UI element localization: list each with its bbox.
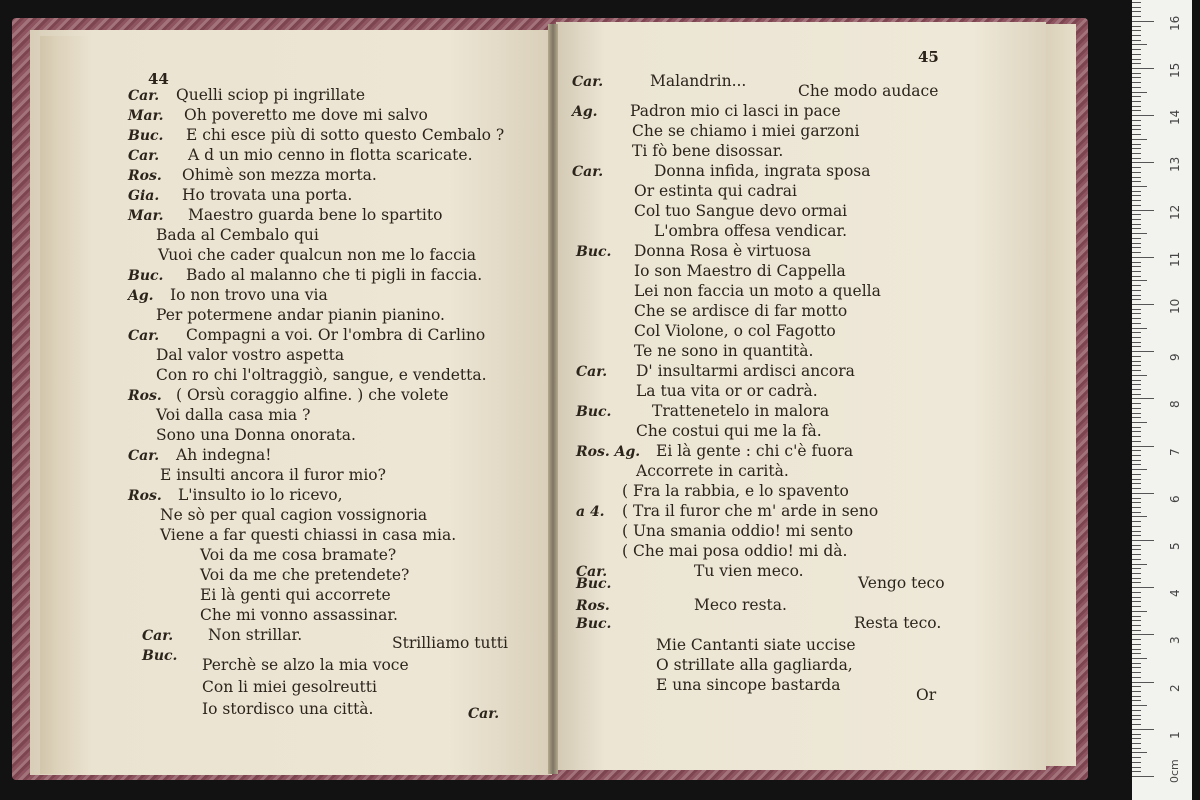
- right-verse-line: Padron mio ci lasci in pace: [630, 102, 841, 120]
- ruler-tick: [1132, 512, 1141, 513]
- ruler-number: 14: [1168, 109, 1182, 126]
- right-verse-line: Io son Maestro di Cappella: [634, 262, 846, 280]
- ruler-tick: [1132, 653, 1141, 654]
- ruler-tick: [1132, 620, 1141, 621]
- ruler-tick: [1132, 233, 1147, 234]
- left-verse-line: Voi da me che pretendete?: [200, 566, 410, 584]
- ruler-number: 6: [1168, 495, 1182, 503]
- ruler-tick: [1132, 129, 1141, 130]
- right-verse-line: ( Tra il furor che m' arde in seno: [622, 502, 879, 520]
- left-verse-line: Compagni a voi. Or l'ombra di Carlino: [186, 326, 486, 344]
- ruler-tick: [1132, 280, 1147, 281]
- left-verse-line: Bado al malanno che ti pigli in faccia.: [186, 266, 483, 284]
- ruler-tick: [1132, 436, 1141, 437]
- right-speaker-label: Buc.: [576, 576, 612, 592]
- right-verse-line: D' insultarmi ardisci ancora: [636, 362, 855, 380]
- ruler-tick: [1132, 228, 1141, 229]
- left-verse-line: Che mi vonno assassinar.: [200, 606, 398, 624]
- ruler-tick: [1132, 219, 1141, 220]
- measuring-ruler: [1132, 0, 1192, 800]
- ruler-tick: [1132, 243, 1141, 244]
- right-verse-line: Meco resta.: [694, 596, 787, 614]
- ruler-tick: [1132, 441, 1141, 442]
- ruler-tick: [1132, 710, 1141, 711]
- ruler-number: 7: [1168, 447, 1182, 456]
- ruler-tick: [1132, 144, 1141, 145]
- right-verse-line: Mie Cantanti siate uccise: [656, 636, 856, 654]
- ruler-tick: [1132, 748, 1141, 749]
- ruler-tick: [1132, 649, 1141, 650]
- ruler-tick: [1132, 587, 1154, 588]
- ruler-tick: [1132, 422, 1147, 423]
- right-page: [556, 22, 1046, 770]
- ruler-tick: [1132, 40, 1141, 41]
- ruler-tick: [1132, 361, 1141, 362]
- ruler-number: 11: [1168, 251, 1182, 267]
- left-speaker-label: Ros.: [128, 388, 162, 404]
- left-speaker-label: Ros.: [128, 168, 162, 184]
- right-verse-line: Tu vien meco.: [694, 562, 804, 580]
- ruler-tick: [1132, 601, 1141, 602]
- ruler-tick: [1132, 573, 1141, 574]
- ruler-tick: [1132, 92, 1147, 93]
- ruler-tick: [1132, 582, 1141, 583]
- ruler-tick: [1132, 498, 1141, 499]
- ruler-tick: [1132, 696, 1141, 697]
- left-verse-line: L'insulto io lo ricevo,: [178, 486, 343, 504]
- ruler-tick: [1132, 488, 1141, 489]
- ruler-tick: [1132, 526, 1141, 527]
- ruler-tick: [1132, 299, 1141, 300]
- ruler-number: 9: [1168, 353, 1182, 362]
- ruler-tick: [1132, 667, 1141, 668]
- left-verse-line: Quelli sciop pi ingrillate: [176, 86, 366, 104]
- ruler-tick: [1132, 715, 1141, 716]
- ruler-tick: [1132, 370, 1141, 371]
- ruler-tick: [1132, 389, 1141, 390]
- ruler-tick: [1132, 247, 1141, 248]
- ruler-tick: [1132, 521, 1141, 522]
- ruler-tick: [1132, 68, 1154, 69]
- left-verse-line: Sono una Donna onorata.: [156, 426, 356, 444]
- ruler-tick: [1132, 450, 1141, 451]
- ruler-tick: [1132, 705, 1147, 706]
- ruler-tick: [1132, 35, 1141, 36]
- ruler-number: 12: [1168, 204, 1182, 220]
- left-verse-line: Ne sò per qual cagion vossignoria: [160, 506, 428, 524]
- ruler-tick: [1132, 26, 1141, 27]
- ruler-tick: [1132, 101, 1141, 102]
- right-verse-line: Col tuo Sangue devo ormai: [634, 202, 848, 220]
- ruler-tick: [1132, 44, 1147, 45]
- ruler-number: 4: [1168, 589, 1182, 598]
- ruler-tick: [1132, 238, 1141, 239]
- ruler-tick: [1132, 757, 1141, 758]
- ruler-tick: [1132, 96, 1141, 97]
- right-verse-line: Col Violone, o col Fagotto: [634, 322, 836, 340]
- ruler-tick: [1132, 446, 1154, 447]
- ruler-tick: [1132, 540, 1154, 541]
- ruler-tick: [1132, 398, 1154, 399]
- left-verse-line: Con ro chi l'oltraggiò, sangue, e vendetta.: [156, 366, 487, 384]
- ruler-tick: [1132, 148, 1141, 149]
- ruler-tick: [1132, 479, 1141, 480]
- right-verse-line: Che costui qui me la fà.: [636, 422, 822, 440]
- ruler-tick: [1132, 158, 1141, 159]
- ruler-tick: [1132, 380, 1141, 381]
- left-page-edge: [40, 36, 88, 774]
- ruler-tick: [1132, 304, 1154, 305]
- ruler-tick: [1132, 271, 1141, 272]
- ruler-tick: [1132, 677, 1141, 678]
- ruler-tick: [1132, 191, 1141, 192]
- left-verse-line: Strilliamo tutti: [392, 634, 508, 652]
- ruler-tick: [1132, 564, 1147, 565]
- left-verse-line: Perchè se alzo la mia voce: [202, 656, 409, 674]
- ruler-tick: [1132, 295, 1141, 296]
- ruler-tick: [1132, 719, 1141, 720]
- ruler-tick: [1132, 167, 1141, 168]
- left-verse-line: Ho trovata una porta.: [182, 186, 353, 204]
- ruler-tick: [1132, 59, 1141, 60]
- ruler-tick: [1132, 77, 1141, 78]
- ruler-tick: [1132, 290, 1141, 291]
- ruler-tick: [1132, 210, 1154, 211]
- ruler-tick: [1132, 427, 1141, 428]
- right-verse-line: Vengo teco: [858, 574, 945, 592]
- ruler-tick: [1132, 87, 1141, 88]
- right-verse-line: Lei non faccia un moto a quella: [634, 282, 881, 300]
- ruler-tick: [1132, 417, 1141, 418]
- ruler-tick: [1132, 658, 1147, 659]
- right-speaker-label: Buc.: [576, 616, 612, 632]
- right-speaker-label: Car.: [572, 74, 604, 90]
- right-page-number: 45: [918, 48, 939, 66]
- ruler-tick: [1132, 729, 1154, 730]
- ruler-tick: [1132, 464, 1141, 465]
- ruler-tick: [1132, 394, 1141, 395]
- ruler-tick: [1132, 531, 1141, 532]
- left-verse-line: Bada al Cembalo qui: [156, 226, 319, 244]
- left-verse-line: Io stordisco una città.: [202, 700, 374, 718]
- ruler-tick: [1132, 752, 1147, 753]
- ruler-tick: [1132, 663, 1141, 664]
- left-speaker-label: Gia.: [128, 188, 160, 204]
- ruler-tick: [1132, 691, 1141, 692]
- ruler-tick: [1132, 110, 1141, 111]
- ruler-tick: [1132, 276, 1141, 277]
- left-speaker-label: Car.: [128, 88, 160, 104]
- ruler-tick: [1132, 346, 1141, 347]
- ruler-tick: [1132, 332, 1141, 333]
- left-speaker-label: Mar.: [128, 208, 164, 224]
- ruler-tick: [1132, 153, 1141, 154]
- left-verse-line: Con li miei gesolreutti: [202, 678, 377, 696]
- ruler-tick: [1132, 549, 1141, 550]
- right-verse-line: Che modo audace: [798, 82, 939, 100]
- right-verse-line: Donna Rosa è virtuosa: [634, 242, 811, 260]
- right-verse-line: Accorrete in carità.: [636, 462, 789, 480]
- ruler-tick: [1132, 63, 1141, 64]
- right-verse-line: Che se ardisce di far motto: [634, 302, 848, 320]
- ruler-tick: [1132, 342, 1141, 343]
- right-verse-line: La tua vita or or cadrà.: [636, 382, 818, 400]
- left-verse-line: Viene a far questi chiassi in casa mia.: [160, 526, 457, 544]
- right-verse-line: ( Che mai posa oddio! mi dà.: [622, 542, 848, 560]
- ruler-tick: [1132, 384, 1141, 385]
- ruler-tick: [1132, 365, 1141, 366]
- ruler-tick: [1132, 634, 1154, 635]
- ruler-tick: [1132, 516, 1147, 517]
- left-verse-line: Ah indegna!: [176, 446, 272, 464]
- ruler-tick: [1132, 266, 1141, 267]
- ruler-number: 15: [1168, 62, 1182, 78]
- right-speaker-label: Ag.: [572, 104, 598, 120]
- ruler-number: 2: [1168, 683, 1182, 692]
- ruler-tick: [1132, 177, 1141, 178]
- ruler-tick: [1132, 21, 1154, 22]
- ruler-tick: [1132, 16, 1141, 17]
- right-verse-line: Malandrin...: [650, 72, 747, 90]
- right-verse-line: Che se chiamo i miei garzoni: [632, 122, 860, 140]
- right-speaker-label: Buc.: [576, 404, 612, 420]
- left-verse-line: Vuoi che cader qualcun non me lo faccia: [158, 246, 476, 264]
- ruler-tick: [1132, 106, 1141, 107]
- right-verse-line: Donna infida, ingrata sposa: [654, 162, 871, 180]
- left-catchword: Car.: [468, 706, 500, 722]
- ruler-tick: [1132, 493, 1154, 494]
- ruler-tick: [1132, 125, 1141, 126]
- book-gutter: [548, 24, 558, 774]
- ruler-tick: [1132, 408, 1141, 409]
- ruler-number: 1: [1168, 731, 1182, 739]
- ruler-tick: [1132, 186, 1147, 187]
- right-verse-line: E una sincope bastarda: [656, 676, 841, 694]
- ruler-tick: [1132, 172, 1141, 173]
- ruler-tick: [1132, 323, 1141, 324]
- ruler-tick: [1132, 686, 1141, 687]
- ruler-tick: [1132, 611, 1147, 612]
- ruler-tick: [1132, 559, 1141, 560]
- right-verse-line: O strillate alla gagliarda,: [656, 656, 853, 674]
- ruler-tick: [1132, 592, 1141, 593]
- ruler-tick: [1132, 200, 1141, 201]
- ruler-tick: [1132, 214, 1141, 215]
- ruler-tick: [1132, 474, 1141, 475]
- ruler-tick: [1132, 762, 1141, 763]
- ruler-tick: [1132, 568, 1141, 569]
- right-verse-line: Te ne sono in quantità.: [634, 342, 814, 360]
- right-speaker-label: a 4.: [576, 504, 605, 520]
- left-verse-line: Oh poveretto me dove mi salvo: [184, 106, 428, 124]
- ruler-tick: [1132, 682, 1154, 683]
- ruler-tick: [1132, 313, 1141, 314]
- ruler-tick: [1132, 738, 1141, 739]
- ruler-tick: [1132, 776, 1154, 777]
- ruler-tick: [1132, 30, 1141, 31]
- ruler-tick: [1132, 181, 1141, 182]
- ruler-tick: [1132, 734, 1141, 735]
- ruler-tick: [1132, 257, 1154, 258]
- ruler-tick: [1132, 469, 1147, 470]
- ruler-tick: [1132, 318, 1141, 319]
- right-verse-line: Ti fò bene disossar.: [632, 142, 784, 160]
- ruler-tick: [1132, 413, 1141, 414]
- ruler-tick: [1132, 224, 1141, 225]
- right-verse-line: Resta teco.: [854, 614, 942, 632]
- ruler-number: 13: [1168, 157, 1182, 173]
- ruler-tick: [1132, 356, 1141, 357]
- ruler-tick: [1132, 630, 1141, 631]
- ruler-tick: [1132, 11, 1141, 12]
- ruler-tick: [1132, 616, 1141, 617]
- ruler-tick: [1132, 578, 1141, 579]
- right-verse-line: Or estinta qui cadrai: [634, 182, 797, 200]
- ruler-number: 8: [1168, 400, 1182, 409]
- ruler-tick: [1132, 139, 1147, 140]
- left-verse-line: Non strillar.: [208, 626, 303, 644]
- ruler-tick: [1132, 328, 1147, 329]
- right-verse-line: Trattenetelo in malora: [652, 402, 830, 420]
- left-page: [30, 30, 552, 775]
- ruler-tick: [1132, 455, 1141, 456]
- right-verse-line: Ei là gente : chi c'è fuora: [656, 442, 854, 460]
- ruler-tick: [1132, 502, 1141, 503]
- ruler-tick: [1132, 625, 1141, 626]
- left-verse-line: Dal valor vostro aspetta: [156, 346, 345, 364]
- left-verse-line: Per potermene andar pianin pianino.: [156, 306, 445, 324]
- left-verse-line: A d un mio cenno in flotta scaricate.: [188, 146, 473, 164]
- ruler-tick: [1132, 767, 1141, 768]
- ruler-tick: [1132, 49, 1141, 50]
- left-verse-line: Voi da me cosa bramate?: [200, 546, 397, 564]
- ruler-tick: [1132, 724, 1141, 725]
- left-verse-line: E insulti ancora il furor mio?: [160, 466, 386, 484]
- ruler-tick: [1132, 162, 1154, 163]
- ruler-tick: [1132, 606, 1141, 607]
- ruler-tick: [1132, 644, 1141, 645]
- left-speaker-label: Buc.: [142, 648, 178, 664]
- ruler-tick: [1132, 134, 1141, 135]
- ruler-tick: [1132, 460, 1141, 461]
- ruler-number: 16: [1168, 15, 1182, 31]
- left-verse-line: Io non trovo una via: [170, 286, 328, 304]
- ruler-tick: [1132, 771, 1141, 772]
- ruler-tick: [1132, 252, 1141, 253]
- ruler-tick: [1132, 73, 1141, 74]
- right-speaker-label: Car.: [576, 364, 608, 380]
- ruler-tick: [1132, 554, 1141, 555]
- left-verse-line: E chi esce più di sotto questo Cembalo ?: [186, 126, 505, 144]
- ruler-tick: [1132, 431, 1141, 432]
- left-speaker-label: Car.: [128, 328, 160, 344]
- right-verse-line: ( Fra la rabbia, e lo spavento: [622, 482, 849, 500]
- ruler-number: 10: [1168, 298, 1182, 314]
- left-speaker-label: Buc.: [128, 268, 164, 284]
- ruler-tick: [1132, 82, 1141, 83]
- right-speaker-label: Ros.: [576, 598, 610, 614]
- left-speaker-label: Car.: [128, 448, 160, 464]
- ruler-tick: [1132, 337, 1141, 338]
- ruler-number: 3: [1168, 636, 1182, 645]
- ruler-tick: [1132, 483, 1141, 484]
- ruler-tick: [1132, 672, 1141, 673]
- ruler-tick: [1132, 115, 1154, 116]
- right-verse-line: ( Una smania oddio! mi sento: [622, 522, 854, 540]
- left-verse-line: Voi dalla casa mia ?: [156, 406, 311, 424]
- left-speaker-label: Ag.: [128, 288, 154, 304]
- ruler-tick: [1132, 205, 1141, 206]
- ruler-tick: [1132, 54, 1141, 55]
- ruler-unit-label: 0cm: [1168, 759, 1181, 783]
- right-speaker-label: Ros. Ag.: [576, 444, 641, 460]
- ruler-tick: [1132, 507, 1141, 508]
- ruler-tick: [1132, 285, 1141, 286]
- ruler-tick: [1132, 403, 1141, 404]
- left-speaker-label: Car.: [128, 148, 160, 164]
- right-speaker-label: Car.: [576, 564, 608, 580]
- right-speaker-label: Buc.: [576, 244, 612, 260]
- ruler-tick: [1132, 262, 1141, 263]
- ruler-number: 5: [1168, 542, 1182, 550]
- right-verse-line: L'ombra offesa vendicar.: [654, 222, 848, 240]
- left-speaker-label: Mar.: [128, 108, 164, 124]
- left-speaker-label: Buc.: [128, 128, 164, 144]
- ruler-tick: [1132, 375, 1147, 376]
- ruler-tick: [1132, 195, 1141, 196]
- ruler-tick: [1132, 2, 1141, 3]
- left-speaker-label: Car.: [142, 628, 174, 644]
- ruler-tick: [1132, 120, 1141, 121]
- ruler-tick: [1132, 545, 1141, 546]
- left-verse-line: Maestro guarda bene lo spartito: [188, 206, 443, 224]
- left-verse-line: Ei là genti qui accorrete: [200, 586, 391, 604]
- ruler-tick: [1132, 639, 1141, 640]
- ruler-tick: [1132, 535, 1141, 536]
- left-speaker-label: Ros.: [128, 488, 162, 504]
- left-page-number: 44: [148, 70, 169, 88]
- ruler-tick: [1132, 743, 1141, 744]
- left-verse-line: ( Orsù coraggio alfine. ) che volete: [176, 386, 449, 404]
- left-verse-line: Ohimè son mezza morta.: [182, 166, 377, 184]
- ruler-tick: [1132, 351, 1154, 352]
- ruler-tick: [1132, 309, 1141, 310]
- ruler-tick: [1132, 700, 1141, 701]
- right-catchword: Or: [916, 686, 937, 704]
- ruler-tick: [1132, 597, 1141, 598]
- ruler-tick: [1132, 7, 1141, 8]
- right-speaker-label: Car.: [572, 164, 604, 180]
